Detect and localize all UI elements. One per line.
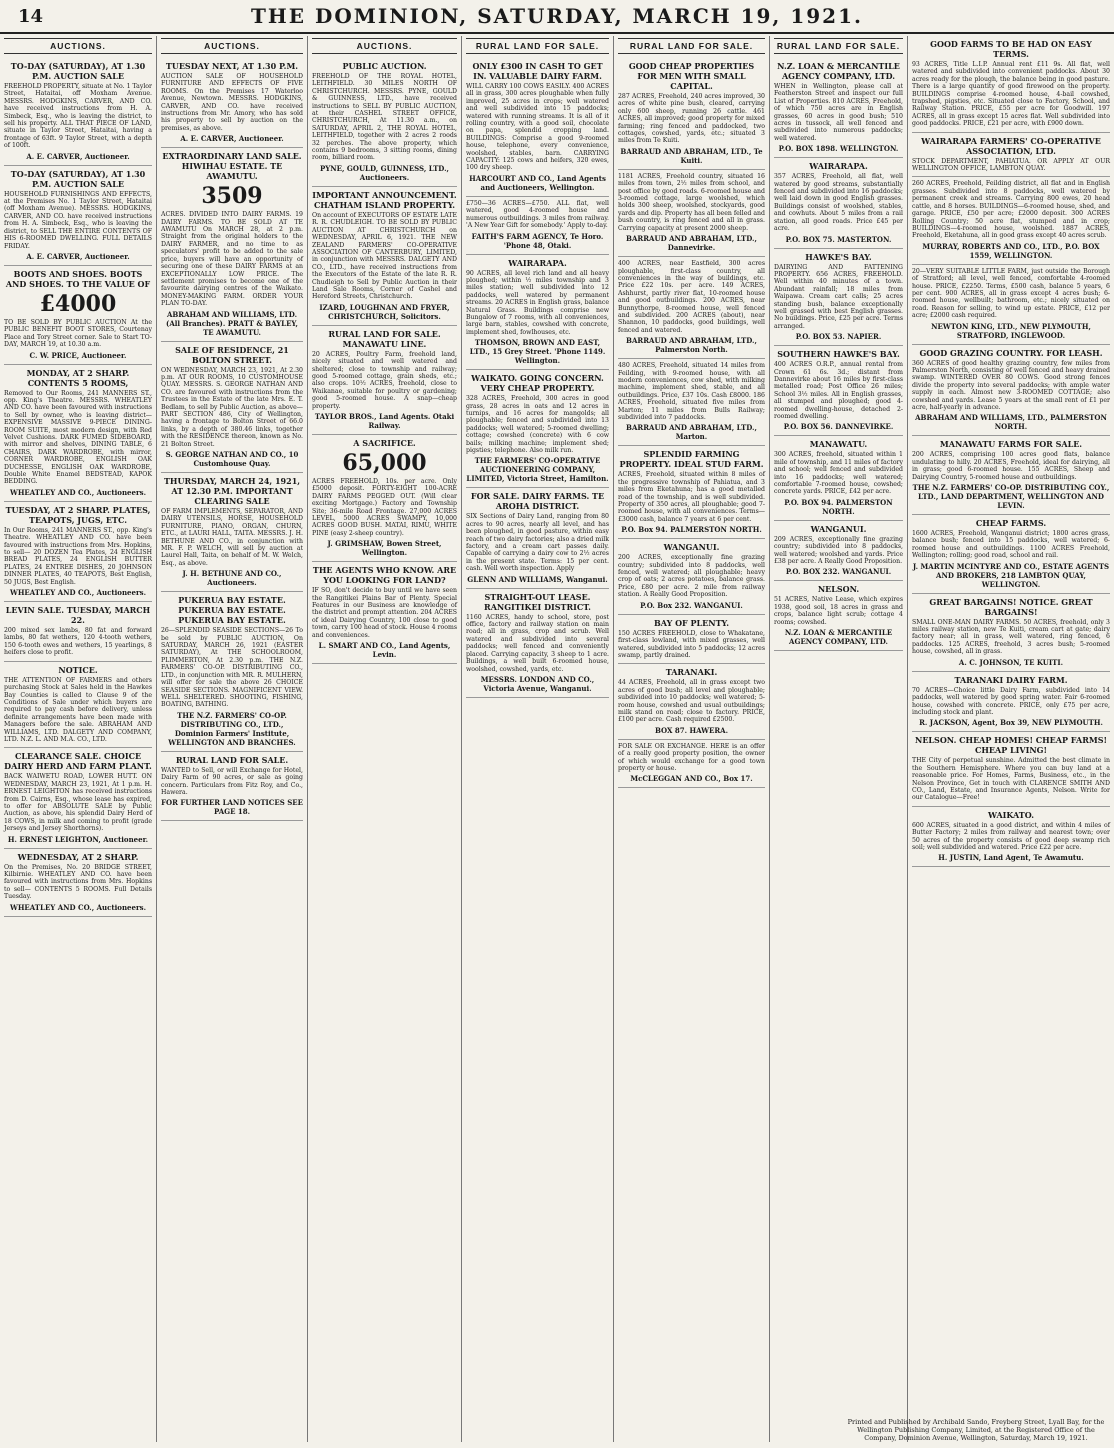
ad-body: In Our Rooms, 241 MANNERS ST., opp. King's Theatre. WHEATLEY AND CO. have been favoured with instructions from Mrs. Hopkins, to sell— 20 DOZEN Tea Plates, 24 ENGLISH BREAD PLATES, 24 ENGLISH BUTTER PLATES, 24 ENTREE DISHES, 20 JOHNSON DINNER PLATES, 40 TEAPOTS, Best English, 50 JUGS, Best English. (4, 526, 152, 586)
ad-signature: McCLEGGAN AND CO., Box 17. (630, 774, 753, 784)
column-heading: RURAL LAND FOR SALE. (618, 38, 765, 54)
ad-headline-figure: 3509 (201, 183, 263, 210)
ad-body: 90 ACRES, all level rich land and all heavy ploughed; within ½ miles township and 3 miles station; well subdivided into 12 paddocks, well watered by permanent streams. 20 ACRES in English grass, balance Natural Grass. Buildings comprise new Bungalow of 7 rooms, with all conveniences, large barn, stables, cowshed with concrete, implement shed, fowlhouses, etc. (466, 269, 609, 336)
ad-title: GOOD GRAZING COUNTRY. FOR LEASH. (919, 347, 1103, 358)
advertisement (466, 370, 609, 488)
ad-title: ONLY £300 IN CASH TO GET IN. VALUABLE DAIRY FARM. (472, 61, 603, 81)
ad-body: 200 ACRES, exceptionally fine grazing country; subdivided into 8 paddocks, well fenced, well watered; all ploughable; heavy crop of oats; 2 acres potatoes, balance grass. Price, £80 per acre. 2 mile from railway station. A Really Good Proposition. (618, 554, 765, 599)
ad-signature: J. MARTIN MCINTYRE AND CO., ESTATE AGENTS AND BROKERS, 218 LAMBTON QUAY, WELLINGTON. (912, 561, 1110, 589)
ad-title: STRAIGHT-OUT LEASE. RANGITIKEI DISTRICT. (484, 591, 591, 612)
ad-signature: A. E. CARVER, Auctioneer. (180, 134, 284, 144)
ad-title: PUKERUA BAY ESTATE. PUKERUA BAY ESTATE. PUKERUA BAY ESTATE. (178, 595, 286, 626)
ad-title: LEVIN SALE. TUESDAY, MARCH 22. (5, 605, 151, 626)
ad-signature: BARRAUD AND ABRAHAM, LTD., Te Kuiti. (620, 146, 763, 165)
advertisement (774, 346, 903, 436)
ad-title: WANGANUI. (810, 523, 867, 534)
ad-signature: P.O. Box 232. WANGANUI. (640, 600, 743, 610)
ad-title: SPLENDID FARMING PROPERTY. IDEAL STUD FARM. (619, 449, 764, 470)
advertisement (161, 58, 303, 148)
column-1 (0, 36, 157, 1442)
advertisement (774, 436, 903, 520)
ad-title: SOUTHERN HAWKE'S BAY. (777, 349, 900, 360)
ad-title: RURAL LAND FOR SALE. MANAWATU LINE. (328, 328, 441, 349)
ad-title: A SACRIFICE. (353, 438, 416, 448)
advertisement (4, 58, 152, 166)
ad-body: OF FARM IMPLEMENTS, SEPARATOR, AND DAIRY UTENSILS, HORSE, HOUSEHOLD FURNITURE, PIANO, ORGAN, CHURN, ETC., at LAURI HALL, TAITA. MESSRS. J. H. BETHUNE AND CO., in conjunction with MR. F. P. WELCH, will sell by auction at Laurel Hall, Taita, on behalf of M. W. Welch, Esq., as above. (161, 508, 303, 567)
advertisement (774, 158, 903, 248)
ad-body: 260 ACRES, Freehold, Feilding district, all flat and in English grasses. Subdivided into 8 paddocks, well watered by permanent creek and streams. Carrying 800 ewes, 20 head cattle, and 8 horses. BUILDINGS—6-roomed house, shed, and garage. PRICE, £50 per acre; £2000 deposit. 300 ACRES Rolling Country; 50 acre flat, stumped and in crop; BUILDINGS—4-roomed house, woolshed. 1887 ACRES, Freehold, Eketahuna, all in good grass except 40 acres scrub. (912, 180, 1110, 240)
ad-title: CHEAP FARMS. (975, 518, 1047, 529)
ad-signature: NEWTON KING, LTD., NEW PLYMOUTH, STRATFORD, INGLEWOOD. (931, 321, 1091, 340)
ad-title: MANAWATU. (809, 439, 868, 450)
ad-title: GREAT BARGAINS! NOTICE. GREAT BARGAINS! (929, 596, 1093, 617)
ad-body: SIX Sections of Dairy Land, ranging from 80 acres to 90 acres, nearly all level, and has been ploughed, in good pasture, within easy reach of two dairy factories; also a dried milk factory, and a cream cart passes daily. Capable of carrying a dairy cow to 2½ acres in the present state. Terms: 15 per cent. cash. Well worth inspection. Apply (466, 513, 609, 573)
ad-title: TARANAKI. (665, 667, 718, 678)
advertisement (312, 435, 457, 562)
ad-title: WAIRARAPA. (508, 257, 567, 268)
advertisement (466, 197, 609, 255)
ad-title: RURAL LAND FOR SALE. (175, 754, 289, 765)
ad-body: HOUSEHOLD FURNISHINGS AND EFFECTS, at the Premises No. 1 Taylor Street, Hataitai (off Moxham Avenue). MESSRS. HODGKINS, CARVER, AND CO. have received instructions from H. A. Simbeck, Esq., who is leaving the district, to SELL THE ENTIRE CONTENTS OF HIS 6-ROOMED DWELLING. FULL DETAILS FRIDAY. (4, 190, 152, 250)
advertisement (912, 436, 1110, 515)
advertisement (312, 58, 457, 187)
advertisement (4, 166, 152, 266)
ad-body: 400 ACRES, near Eastfield, 300 acres ploughable, first-class country, all conveniences in the way of buildings, etc. Price £22 10s. per acre. 149 ACRES, Ashhurst, partly river flat, 10-roomed house and good outbuildings. 200 ACRES, near Bunnythorpe, 8-roomed house, well fenced and subdivided. 200 ACRES (about), near Shannon, 10 paddocks, good buildings, well fenced and watered. (618, 260, 765, 334)
advertisement (4, 602, 152, 662)
ad-signature: A. C. JOHNSON, TE KUITI. (958, 657, 1064, 667)
ad-title: GOOD CHEAP PROPERTIES FOR MEN WITH SMALL CAPITAL. (628, 61, 755, 91)
ad-signature: J. H. BETHUNE AND CO., Auctioneers. (182, 569, 282, 588)
advertisement (618, 446, 765, 539)
ad-title: EXTRAORDINARY LAND SALE. HIWIHAU ESTATE. TE AWAMUTU. (162, 151, 302, 182)
ad-title: IMPORTANT ANNOUNCEMENT. CHATHAM ISLAND PROPERTY. (312, 189, 457, 210)
ad-body: 20 ACRES, Poultry Farm, freehold land, nicely situated and well watered and sheltered; close to township and railway; good 5-roomed cottage, grain sheds, etc.; also crops. 10½ ACRES, freehold, close to Waikanae, suitable for poultry or gardening; good 5-roomed house. A snap—cheap property. (312, 350, 457, 410)
ad-body: STOCK DEPARTMENT, PAHIATUA. OR APPLY AT OUR WELLINGTON OFFICE, LAMBTON QUAY. (912, 157, 1110, 173)
ad-signature: PYNE, GOULD, GUINNESS, LTD., Auctioneers. (320, 163, 449, 182)
ad-title: HAWKE'S BAY. (805, 251, 872, 262)
advertisement (466, 255, 609, 371)
advertisement (912, 345, 1110, 437)
ad-body: 1181 ACRES, Freehold country, situated 16 miles from town, 2½ miles from school, and post office by good roads. 6-roomed house and 3-roomed cottage, large woolshed, which holds 300 sheep, woolshed, stockyards, good yards and dip. Property has all been felled and bush country, is ring fenced and all in grass. Carrying capacity at present 2000 sheep. (618, 172, 765, 232)
ad-body: ACRES FREEHOLD, 10s. per acre. Only £5000 deposit. FORTY-EIGHT 100-ACRE DAIRY FARMS PEGGED OUT. (Will clear exciting Mortgage.) Factory and Township Site; 36-mile Road Frontage. 27,000 ACRES LEVEL, 5000 ACRES SWAMPY, 10,000 ACRES GOOD BUSH. MATAI, RIMU, WHITE PINE (easy 2-sheep country). (312, 478, 457, 537)
ad-title: NOTICE. (58, 664, 98, 675)
ad-signature: P.O. BOX 75. MASTERTON. (785, 234, 892, 244)
column-5 (614, 36, 770, 1442)
ad-body: 600 ACRES, situated in a good district, and within 4 miles of Butter Factory; 2 miles from railway and nearest town; over 50 acres of the property consists of good deep swamp rich soil; well subdivided and watered. Price £22 per acre. (912, 821, 1110, 851)
ad-signature: IZARD, LOUGHNAN AND FRYER, CHRISTCHURCH, Solicitors. (319, 302, 450, 321)
advertisement (466, 58, 609, 197)
ad-signature: WHEATLEY AND CO., Auctioneers. (9, 588, 147, 598)
ad-body: 209 ACRES, exceptionally fine grazing country; subdivided into 8 paddocks, well watered; woolshed and yards. Price £38 per acre. A Really Good Proposition. (774, 535, 903, 566)
ad-signature: P.O. BOX 1898. WELLINGTON. (778, 144, 899, 154)
ad-title: FOR SALE. DAIRY FARMS. TE AROHA DISTRICT. (470, 491, 605, 512)
ad-body: 300 ACRES, freehold, situated within 1 mile of township, and 11 miles of factory and school; well fenced and subdivided into 16 paddocks; well watered; comfortable 7-roomed house, cowshed; concrete yards. PRICE, £42 per acre. (774, 451, 903, 496)
ad-body: £750—36 ACRES—£750. ALL flat, well watered, good 4-roomed house and numerous outbuildings. 3 miles from railway. 'A New Year Gift for somebody.' Apply to-day. (466, 199, 609, 230)
advertisement (466, 589, 609, 698)
advertisement (774, 521, 903, 582)
advertisement (4, 662, 152, 749)
column-heading: RURAL LAND FOR SALE. (774, 38, 903, 54)
ad-signature: BARRAUD AND ABRAHAM, LTD., Dannevirke. (626, 234, 757, 253)
ad-title: MANAWATU FARMS FOR SALE. (939, 439, 1083, 450)
advertisement (466, 488, 609, 588)
ad-signature: BOX 87. HAWERA. (654, 725, 729, 735)
column-heading: AUCTIONS. (312, 38, 457, 54)
ad-signature: THE N.Z. FARMERS' CO-OP. DISTRIBUTING COY., LTD., LAND DEPARTMENT, WELLINGTON AND LEVIN. (912, 483, 1110, 511)
advertisement (618, 740, 765, 789)
ad-body: FREEHOLD OF THE ROYAL HOTEL, LEITHFIELD. 30 MILES NORTH OF CHRISTCHURCH. MESSRS. PYNE, GOULD & GUINNESS, LTD., have received instructions to SELL BY PUBLIC AUCTION, at their CASHEL STREET OFFICE, CHRISTCHURCH, At 11.30 a.m., on SATURDAY, APRIL 2, THE ROYAL HOTEL, LEITHFIELD, together with 2 acres 2 roods 32 perches. The above property, which contains 9 bedrooms, 3 sitting rooms, dining room, billiard room. (312, 73, 457, 162)
column-2 (157, 36, 308, 1442)
ad-body: TO BE SOLD BY PUBLIC AUCTION At the PUBLIC BENEFIT BOOT STORES, Courtenay Place and Tory Street corner. Sale to Start TO-DAY, MARCH 19, at 10.30 a.m. (4, 318, 152, 349)
ad-signature: ABRAHAM AND WILLIAMS, LTD. (All Branches). PRATT & BAYLEY, TE AWAMUTU. (166, 309, 298, 337)
ad-title: CLEARANCE SALE. CHOICE DAIRY HERD AND FARM PLANT. (4, 751, 152, 772)
ad-title: N.Z. LOAN & MERCANTILE AGENCY COMPANY, LTD. (777, 61, 900, 81)
ad-body: 480 ACRES, Freehold, situated 14 miles from Feilding, with 9-roomed house, with all modern conveniences, cow shed, with milking machine, implement shed, stable, and all outbuildings. Price, £37 10s. Cash £8000. 186 ACRES, Freehold, situated five miles from Marton; 11 miles from Bulls Railway; subdivided into 7 paddocks. (618, 362, 765, 421)
column-4 (462, 36, 614, 1442)
ad-signature: C. W. PRICE, Auctioneer. (29, 350, 127, 360)
advertisement (912, 265, 1110, 345)
ad-title: MONDAY, AT 2 SHARP. CONTENTS 5 ROOMS, (26, 367, 130, 388)
advertisement (4, 849, 152, 917)
ad-body: WHEN in Wellington, please call at Featherston Street and inspect our full List of Properties. 810 ACRES, Freehold, of which 750 acres are in English grasses, 60 acres in good bush; 510 acres in tussock, all well fenced and subdivided into numerous paddocks; well watered. (774, 83, 903, 142)
ad-title: THURSDAY, MARCH 24, 1921, AT 12.30 P.M. IMPORTANT CLEARING SALE (163, 476, 301, 506)
ad-body: ACRES. DIVIDED INTO DAIRY FARMS. 19 DAIRY FARMS. TO BE SOLD AT TE AWAMUTU On MARCH 28, at 2 p.m. Straight from the original holders to the DAIRY FARMER, and no time to as speculators' profit to be added to the sale price, buyers will have an opportunity of securing one of these DAIRY FARMS at an EXCEPTIONALLY LOW PRICE. The settlement promises to become one of the favourite dairying centres of the Waikato. MONEY-MAKING FARM. ORDER YOUR PLAN TO-DAY. (161, 211, 303, 308)
ad-signature: H. JUSTIN, Land Agent, Te Awamutu. (938, 853, 1084, 863)
ad-body: 93 ACRES, Title L.I.P. Annual rent £11 9s. All flat, well watered and subdivided into convenient paddocks. About 30 acres ready for the plough, the balance being in good pasture. There is a large quantity of good firewood on the property. BUILDINGS comprise 4-roomed house, 4-bail cowshed, trapshed, pigsties, etc. Situated close to Factory, School, and Railway Station. PRICE, £55 per acre for Goodwill. 197 ACRES, all in grass except 15 acres flat. Well subdivided into good paddocks. PRICE, £21 per acre, with £900 down. (912, 61, 1110, 128)
advertisement (774, 58, 903, 158)
advertisement (618, 58, 765, 170)
ad-body: 287 ACRES, Freehold, 240 acres improved, 30 acres of white pine bush, cleared, carrying only 600 sheep, running 26 cattle. 461 ACRES, all improved; good property for mixed farming; ring fenced and paddocked, two cottages, cowshed, yards, etc.; situated 3 miles from Te Kuiti. (618, 93, 765, 145)
advertisement (161, 473, 303, 592)
ad-signature: WHEATLEY AND CO., Auctioneers. (9, 487, 147, 497)
advertisement (912, 594, 1110, 672)
ad-signature: L. SMART AND CO., Land Agents, Levin. (318, 641, 451, 660)
advertisement (161, 752, 303, 822)
ad-title: WAIRARAPA. (809, 161, 868, 172)
advertisement (912, 133, 1110, 178)
ad-body: On account of EXECUTORS OF ESTATE LATE R. R. CHUDLEIGH. TO BE SOLD BY PUBLIC AUCTION AT CHRISTCHURCH on WEDNESDAY, APRIL 6, 1921. THE NEW ZEALAND FARMERS' CO-OPERATIVE ASSOCIATION OF CANTERBURY, LIMITED, in conjunction with MESSRS. DALGETY AND CO., LTD., have received instructions from the Executors of the Estate of the late R. R. Chudleigh to Sell by Public Auction in their Land Sale Rooms, Corner of Cashel and Hereford Streets, Christchurch. (312, 211, 457, 301)
ad-body: 51 ACRES, Native Lease, which expires 1938, good soil, 18 acres in grass and crops, balance light scrub; cottage 4 rooms; cowshed. (774, 596, 903, 626)
column-heading: RURAL LAND FOR SALE. (466, 38, 609, 54)
ad-signature: BARRAUD AND ABRAHAM, LTD., Marton. (626, 423, 757, 442)
advertisement (618, 257, 765, 359)
ad-body: FREEHOLD PROPERTY, situate at No. 1 Taylor Street, Hataitai, off Moxham Avenue. MESSRS. HODGKINS, CARVER, AND CO. have received instructions from H. A. Simbeck, Esq., who is leaving the district, to sell his property. ALL THAT PIECE OF LAND, situate in Taylor Street, Hataitai, having a frontage of 63ft. 9 Taylor Street, with a depth of 100ft. (4, 83, 152, 150)
ad-body: 360 ACRES of good healthy grazing country, few miles from Palmerston North, consisting of well fenced and heavy drained swamp. WINTERED OVER 80 COWS. Good strong fences divide the property into several paddocks; with ample water supply in each. Almost new 3-ROOMED COTTAGE; also cowshed and yards. Lease 5 years at the small rent of £1 per acre, half-yearly in advance. (912, 359, 1110, 411)
ad-signature: P.O. BOX 94. PALMERSTON NORTH. (784, 497, 893, 516)
ad-body: DAIRYING AND FATTENING PROPERTY. 656 ACRES, FREEHOLD. Well within 40 minutes of a town. Abundant rainfall; 18 miles from Waipawa. Cream cart calls; 25 acres standing bush, balance exceptionally well grassed with best English grasses. No buildings. Price, £25 per acre. Terms arranged. (774, 263, 903, 330)
ad-signature: J. GRIMSHAW, Bowen Street, Wellington. (327, 539, 442, 558)
ad-body: 1600 ACRES, Freehold, Wanganui district; 1800 acres grass, balance bush; fenced into 15 paddocks, well watered; 6-roomed house and outbuildings. 1100 ACRES Freehold, Wellington; rolling; good road, school and rail. (912, 530, 1110, 560)
ad-body: 200 mixed sex lambs, 80 fat and forward lambs, 80 fat wethers, 120 4-tooth wethers, 150 6-tooth ewes and wethers, 15 yearlings, 8 heifers close to profit. (4, 627, 152, 657)
ad-signature: TAYLOR BROS., Land Agents. Otaki Railway. (314, 412, 455, 430)
ad-signature: THOMSON, BROWN AND EAST, LTD., 15 Grey Street. 'Phone 1149. Wellington. (469, 338, 606, 366)
column-7 (908, 36, 1114, 1442)
ad-body: SMALL ONE-MAN DAIRY FARMS. 50 ACRES, freehold, only 3 miles railway station, new Te Kuiti, cream cart at gate; dairy factory near; all in grass, well watered, ring fenced, 6 paddocks. 125 ACRES, freehold, 3 acres bush; 5-roomed house, cowshed, all in grass. (912, 618, 1110, 656)
ad-body: 328 ACRES, Freehold, 300 acres in good grass, 28 acres in oats and 12 acres in turnips, and 16 acres for mangolds; all ploughable; fenced and subdivided into 13 paddocks; well watered; 5-roomed dwelling; cottage; cowshed (concrete) with 6 cow bails; milking machine; implement shed; pigsties; telephone. Also milk run. (466, 395, 609, 454)
ad-signature: GLENN AND WILLIAMS, Wanganui. (467, 574, 608, 584)
advertisement (618, 539, 765, 614)
advertisement (912, 807, 1110, 868)
ad-signature: MURRAY, ROBERTS AND CO., LTD., P.O. BOX 1559, WELLINGTON. (922, 241, 1100, 260)
ad-signature: R. JACKSON, Agent, Box 39, NEW PLYMOUTH. (919, 718, 1103, 728)
ad-body: 26—SPLENDID SEASIDE SECTIONS—26 To be sold by PUBLIC AUCTION, On SATURDAY, MARCH 26, 1921 (EASTER SATURDAY), At THE SCHOOLROOM, PLIMMERTON, At 2.30 p.m. THE N.Z. FARMERS' CO-OP. DISTRIBUTING CO., LTD., in conjunction with MR. R. MULHERN, will offer for sale the above 26 CHOICE SEASIDE SECTIONS. MAGNIFICENT VIEW. WELL SHELTERED. SHOOTING, FISHING, BOATING, BATHING. (161, 627, 303, 709)
ad-headline-figure: 65,000 (342, 450, 427, 476)
ad-body: IF SO, don't decide to buy until we have seen the Rangitikei Plains Bar of Plenty. Special Features in our Business are knowledge of the district and prompt attention. 204 ACRES of ideal Dairying Country, 100 close to good town, carry 100 head of stock. House 4 rooms and conveniences. (312, 587, 457, 639)
ad-body: 200 ACRES, comprising 100 acres good flats, balance undulating to hilly. 20 ACRES, Freehold, ideal for dairying, all in grass; good 6-roomed house. 155 ACRES, Sheep and Dairying Country, 5-roomed house and outbuildings. (912, 451, 1110, 481)
ad-signature: HARCOURT AND CO., Land Agents and Auctioneers, Wellington. (469, 173, 606, 192)
ad-signature: N.Z. LOAN & MERCANTILE AGENCY COMPANY, LTD. (784, 628, 893, 647)
advertisement (912, 672, 1110, 733)
column-heading: AUCTIONS. (161, 38, 303, 54)
column-6 (770, 36, 908, 1442)
advertisement (312, 562, 457, 664)
ad-signature: FAITH'S FARM AGENCY, Te Horo. 'Phone 48, Otaki. (471, 231, 604, 250)
advertisement (4, 266, 152, 365)
ad-title: THE AGENTS WHO KNOW. ARE YOU LOOKING FOR LAND? (312, 565, 457, 586)
ad-signature: P.O. Box 94. PALMERSTON NORTH. (621, 525, 762, 535)
ad-body: 150 ACRES FREEHOLD, close to Whakatane, first-class lowland, with mixed grasses, well watered, subdivided into 5 paddocks; 12 acres swamp, partly drained. (618, 629, 765, 659)
ad-body: WANTED to Sell, or will Exchange for Hotel, Dairy Farm of 90 acres, or sale as going concern. Particulars from Fitz Roy, and Co., Hawera. (161, 766, 303, 796)
advertisement (161, 342, 303, 473)
ad-body: 44 ACRES, Freehold, all in grass except two acres of good bush; all level and ploughable; subdivided into 10 paddocks; well watered; 5-room house, cowshed and usual outbuildings; milk stand on road; close to factory. PRICE, £100 per acre. Cash required £2500. (618, 679, 765, 724)
advertisement (618, 359, 765, 446)
ad-headline-figure: £4000 (39, 290, 117, 317)
ad-title: WAIKATO. (987, 809, 1035, 820)
ad-signature: A. E. CARVER, Auctioneer. (26, 251, 130, 261)
ad-body: BACK WAIWETU ROAD, LOWER HUTT. ON WEDNESDAY, MARCH 23, 1921, At 1 p.m. H. ERNEST LEIGHTON has received instructions from D. Cairns, Esq., whose lease has expired, to offer for ABSOLUTE SALE by Public Auction, as above, his splendid Dairy Herd of 18 COWS, in milk and coming to profit (grade Jerseys and Jersey Shorthorns). (4, 773, 152, 833)
ad-title: TUESDAY, AT 2 SHARP. PLATES, TEAPOTS, JUGS, ETC. (5, 504, 151, 525)
advertisement (618, 664, 765, 739)
column-3 (308, 36, 462, 1442)
ad-body: 70 ACRES—Choice little Dairy Farm, subdivided into 14 paddocks, well watered by good spring water. Fair 6-roomed house, cowshed with concrete. PRICE, only £75 per acre, including stock and plant. (912, 686, 1110, 716)
advertisement (4, 502, 152, 602)
ad-title: PUBLIC AUCTION. (342, 61, 427, 71)
ad-title: WEDNESDAY, AT 2 SHARP. (17, 851, 139, 862)
ad-title: WANGANUI. (663, 542, 720, 553)
advertisement (312, 326, 457, 435)
advertisement (161, 592, 303, 751)
ad-signature: THE N.Z. FARMERS' CO-OP. DISTRIBUTING CO., LTD., Dominion Farmers' Institute, WELLINGTON AND BRANCHES. (168, 710, 296, 747)
ad-body: THE ATTENTION OF FARMERS and others purchasing Stock at Sales held in the Hawkes Bay Counties is called to Clause 9 of the Conditions of Sale under which buyers are required to pay cash before delivery, unless definite arrangements have been made with Managers before the sale. ABRAHAM AND WILLIAMS, LTD. DALGETY AND COMPANY, LTD. N.Z. L. AND M.A. CO., LTD. (4, 676, 152, 743)
masthead (0, 0, 1114, 34)
advertisement (4, 365, 152, 502)
page-number: 14 (18, 6, 44, 27)
advertisement (912, 515, 1110, 594)
ad-signature: S. GEORGE NATHAN AND CO., 10 Customhouse Quay. (165, 450, 299, 468)
ad-signature: ABRAHAM AND WILLIAMS, LTD., PALMERSTON NORTH. (915, 413, 1107, 432)
ad-title: GOOD FARMS TO BE HAD ON EASY TERMS. (930, 39, 1092, 59)
ad-title: SALE OF RESIDENCE, 21 BOLTON STREET. (175, 344, 289, 365)
ad-body: AUCTION SALE OF HOUSEHOLD FURNITURE AND EFFECTS OF FIVE ROOMS. On the Premises 17 Waterloo Avenue, Newtown. MESSRS. HODGKINS, CARVER, AND CO. have received instructions from Mr. Amory, who has sold his property to sell by auction on the premises, as above. (161, 73, 303, 132)
advertisement (312, 187, 457, 326)
ad-signature: H. ERNEST LEIGHTON, Auctioneer. (7, 834, 149, 844)
ad-body: WILL CARRY 100 COWS EASILY. 400 ACRES all in grass, 300 acres ploughable when fully improved, 25 acres in crops; well watered and well subdivided into 15 paddocks; watered with running streams. It is all of it rolling country, with a good soil, chocolate on papa, splendid cropping land. BUILDINGS: Comprise a good 9-roomed house, telephone, every convenience, woolshed, stables, barn. CARRYING CAPACITY: 125 cows and heifers, 320 ewes, 100 dry sheep. (466, 83, 609, 172)
ad-body: FOR SALE OR EXCHANGE. HERE is an offer of a really good property position, the owner of which would exchange for a good town property or house. (618, 742, 765, 772)
ad-signature: P.O. BOX 56. DANNEVIRKE. (783, 422, 894, 432)
advertisement (774, 249, 903, 347)
ad-title: WAIKATO. GOING CONCERN. VERY CHEAP PROPERTY. (471, 373, 604, 394)
advertisement (618, 170, 765, 257)
ad-title: TARANAKI DAIRY FARM. (954, 674, 1068, 685)
ad-title: BOOTS AND SHOES. BOOTS AND SHOES. TO THE VALUE OF (5, 268, 151, 289)
ad-signature: WHEATLEY AND CO., Auctioneers. (9, 902, 147, 912)
advertisement (912, 36, 1110, 133)
ad-signature: THE FARMERS' CO-OPERATIVE AUCTIONEERING COMPANY, LIMITED, Victoria Street, Hamilton. (466, 456, 609, 484)
ad-body: On the Premises, No. 20 BRIDGE STREET, Kilbirnie. WHEATLEY AND CO. have been favoured with instructions from Mrs. Hopkins to sell— CONTENTS 5 ROOMS. Full Details Tuesday. (4, 863, 152, 901)
ad-title: NELSON. CHEAP HOMES! CHEAP FARMS! CHEAP LIVING! (915, 735, 1107, 756)
ad-signature: P.O. BOX 53. NAPIER. (795, 332, 882, 342)
advertisement (912, 177, 1110, 264)
ad-body: 1160 ACRES, handy to school, store, post office, factory and railway station on main road; all in grass, crop and scrub. Well watered and subdivided into several paddocks; well fenced and conveniently placed. Carrying capacity, 3 sheep to 1 acre. Buildings, a well built 6-roomed house, woolshed, cowshed, yards, etc. (466, 613, 609, 673)
ad-signature: A. E. CARVER, Auctioneer. (26, 151, 130, 161)
ad-body: ON WEDNESDAY, MARCH 23, 1921, At 2.30 p.m. AT OUR ROOMS, 10 CUSTOMHOUSE QUAY. MESSRS. S. GEORGE NATHAN AND CO. are favoured with instructions from the Trustees in the Estate of the late Mrs. E. T. Bedlam, to sell by Public Auction, as above— PART SECTION 486, City of Wellington, having a frontage to Bolton Street of 66.0 links, by a depth of 380.46 links, together with the RESIDENCE thereon, known as No. 21 Bolton Street. (161, 366, 303, 448)
ad-title: WAIRARAPA FARMERS' CO-OPERATIVE ASSOCIATION, LTD. (921, 135, 1101, 156)
ad-body: THE City of perpetual sunshine. Admitted the best climate in the Southern Hemisphere. Where you can buy land at a reasonable price. For Homes, Farms, Business, etc., in the Nelson Province, Get in touch with CLARENCE SMITH AND CO., Land, Estate, and Insurance Agents, Nelson. Write for our Catalogue—Free! (912, 757, 1110, 802)
ad-title: TO-DAY (SATURDAY), AT 1.30 P.M. AUCTION SALE (10, 168, 146, 189)
column-heading: AUCTIONS. (4, 38, 152, 54)
advertisement (774, 581, 903, 651)
ad-signature: BARRAUD AND ABRAHAM, LTD., Palmerston North. (626, 336, 757, 355)
newspaper-title: THE DOMINION, SATURDAY, MARCH 19, 1921. (251, 4, 863, 28)
ad-signature: P.O. BOX 232. WANGANUI. (785, 567, 892, 577)
ad-signature: MESSRS. LONDON AND CO., Victoria Avenue, Wanganui. (480, 674, 595, 693)
ad-title: NELSON. (817, 584, 860, 595)
ad-title: BAY OF PLENTY. (654, 617, 729, 628)
advertisement (4, 748, 152, 848)
imprint-footer: Printed and Published by Archibald Sando, Freyberg Street, Lyall Bay, for the Wellington Publishing Company, Limited, at the Registered Office of the Company, Dominion Avenue, Wellington, Saturday, March 19, 1921. (847, 1418, 1105, 1442)
ad-body: ACRES, Freehold, situated within 8 miles of the progressive township of Pahiatua, and 3 miles from Eketahuna; has a good metalled road of the township, and is well subdivided. Property of 350 acres, all ploughable; good 7-roomed house, with all conveniences. Terms—£3000 cash, balance 7 years at 6 per cent. (618, 471, 765, 523)
ad-body: Removed to Our Rooms, 241 MANNERS ST., opp. King's Theatre. MESSRS. WHEATLEY AND CO. have been favoured with instructions to Sell by owner, who is leaving district— EXPENSIVE MASSIVE 9-PIECE DINING-ROOM SUITE, most modern design, with Red Velvet Cushions. DARK FUMED SIDEBOARD, with mirror and shelves, DINING TABLE, 6 CHAIRS, DARK WARDROBE, with mirror, CORNER WARDROBE, ENGLISH OAK DUCHESSE, ENGLISH OAK WARDROBE, Double White Enamel BEDSTEAD, KAPOK BEDDING. (4, 389, 152, 486)
advertisement (618, 615, 765, 665)
ad-title: TO-DAY (SATURDAY), AT 1.30 P.M. AUCTION SALE (10, 61, 146, 81)
ad-body: 400 ACRES O.R.P., annual rental from Crown 61 6s. 3d.; distant from Dannevirke about 16 miles by first-class metalled road; Post Office 26 miles; School 3½ miles. All in English grasses, all stumped and ploughed; good 4-roomed dwelling-house, detached 2-roomed dwelling. (774, 361, 903, 420)
ad-body: 357 ACRES, Freehold, all flat, well watered by good streams, substantially fenced and subdivided into 16 paddocks; well laid down in good English grasses. Buildings consist of woolshed, stables, and cowhuts. About 5 miles from a rail station, all good roads. Price £45 per acre. (774, 173, 903, 233)
advertisement (161, 148, 303, 341)
ad-signature: FOR FURTHER LAND NOTICES SEE PAGE 18. (161, 798, 303, 817)
ad-title: TUESDAY NEXT, AT 1.30 P.M. (165, 61, 299, 71)
advertisement (912, 732, 1110, 806)
ad-body: 20—VERY SUITABLE LITTLE FARM, just outside the Borough of Stratford; all level, well fenced, comfortable 4-roomed house. PRICE, £2250. Terms, £500 cash, balance 5 years, 6 per cent. 900 ACRES, all in grass except 4 acres bush; 6-roomed house, wellbuilt; bathroom, etc.; nicely situated on road. Reason for selling, to wind up estate. PRICE, £12 per acre; £2000 cash required. (912, 267, 1110, 320)
